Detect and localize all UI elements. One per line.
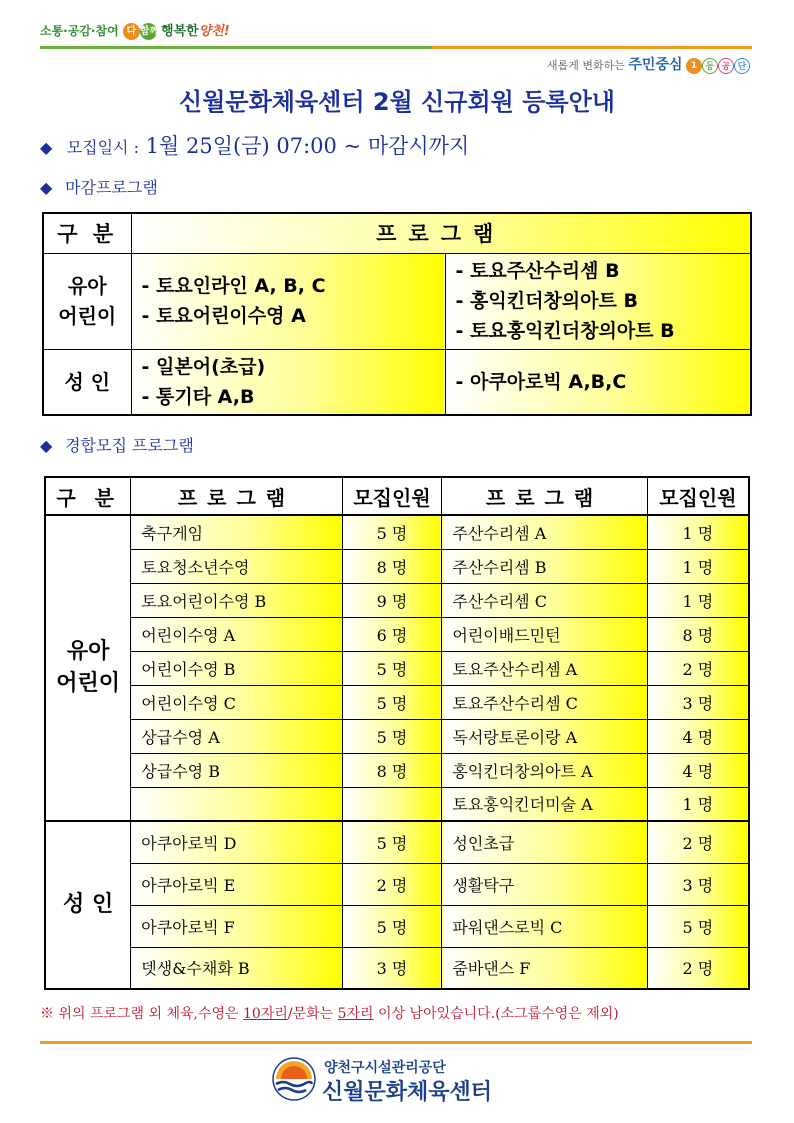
recruit-count: 3 명 xyxy=(647,685,749,719)
closed-programs-right xyxy=(445,349,751,415)
note-part1: 위의 프로그램 외 체육,수영은 xyxy=(58,1006,239,1022)
program-name: 독서랑토론이랑 A xyxy=(442,719,647,753)
closed-category-child xyxy=(43,253,131,349)
program-name: 성인초급 xyxy=(442,821,647,863)
note-culture-seats: 5자리 xyxy=(337,1006,374,1022)
program-name: 파워댄스로빅 C xyxy=(442,905,647,947)
program-item: - 홍익킨더창의아트 B xyxy=(455,290,638,312)
table-row xyxy=(45,863,749,905)
recruit-count: 1 명 xyxy=(647,787,749,821)
slogan-city: 양천! xyxy=(198,24,230,39)
recruit-count: 1 명 xyxy=(647,515,749,549)
recruit-count: 5 명 xyxy=(342,905,442,947)
program-name: 주산수리셈 C xyxy=(442,583,647,617)
comp-header-count-1: 모집인원 xyxy=(342,477,442,515)
recruit-label: 모집일시 : xyxy=(66,138,139,157)
recruit-value: 1월 25일(금) 07:00 ~ 마감시까지 xyxy=(145,134,470,158)
program-name: 홍익킨더창의아트 A xyxy=(442,753,647,787)
footer-logo xyxy=(272,1055,532,1105)
table-row xyxy=(43,349,751,415)
program-name: 아쿠아로빅 E xyxy=(131,863,342,905)
bottom-divider xyxy=(40,1041,752,1044)
recruit-count: 8 명 xyxy=(647,617,749,651)
program-name: 상급수영 B xyxy=(131,753,342,787)
closed-category-adult: 성 인 xyxy=(43,349,131,415)
table-row xyxy=(45,947,749,989)
recruit-count: 5 명 xyxy=(342,719,442,753)
brand-slogan xyxy=(547,54,750,74)
competitive-program-table xyxy=(44,476,750,990)
program-name: 토요홍익킨더미술 A xyxy=(442,787,647,821)
program-name: 어린이배드민턴 xyxy=(442,617,647,651)
table-row xyxy=(45,719,749,753)
comp-category-child xyxy=(45,515,131,821)
diamond-bullet-icon: ◆ xyxy=(40,436,53,455)
recruit-count: 5 명 xyxy=(342,821,442,863)
recruit-count: 1 명 xyxy=(647,583,749,617)
recruit-count: 9 명 xyxy=(342,583,442,617)
footnote xyxy=(40,1003,619,1023)
recruit-count: 2 명 xyxy=(647,821,749,863)
slogan xyxy=(40,20,230,40)
recruit-date-line xyxy=(40,130,469,160)
note-sport-seats: 10자리 xyxy=(243,1006,288,1022)
brand-small-text: 새롭게 변화하는 xyxy=(547,59,625,72)
recruit-count: 2 명 xyxy=(647,651,749,685)
recruit-count: 4 명 xyxy=(647,719,749,753)
program-item: - 토요홍익킨더창의아트 B xyxy=(455,320,675,342)
program-name: 상급수영 A xyxy=(131,719,342,753)
competitive-heading-text: 경합모집 프로그램 xyxy=(65,436,194,455)
program-name: 토요주산수리셈 C xyxy=(442,685,647,719)
brand-main-text: 주민중심 xyxy=(628,57,683,73)
program-item: - 토요인라인 A, B, C xyxy=(141,275,326,297)
note-part2: /문화는 xyxy=(287,1006,334,1022)
closed-program-table xyxy=(42,212,752,416)
closed-programs-left xyxy=(131,349,445,415)
table-row xyxy=(45,787,749,821)
program-name xyxy=(131,787,342,821)
table-row xyxy=(45,617,749,651)
comp-header-program-1: 프로그램 xyxy=(131,477,342,515)
table-row xyxy=(45,821,749,863)
top-divider xyxy=(40,46,752,49)
program-name: 주산수리셈 A xyxy=(442,515,647,549)
category-line: 유아 xyxy=(66,639,110,664)
table-row xyxy=(45,583,749,617)
recruit-count: 5 명 xyxy=(342,515,442,549)
closed-heading xyxy=(40,175,158,198)
recruit-count: 2 명 xyxy=(647,947,749,989)
note-mark-icon: ※ xyxy=(40,1006,54,1022)
table-row xyxy=(45,515,749,549)
recruit-count xyxy=(342,787,442,821)
brand-badge-3: 단 xyxy=(734,58,750,74)
recruit-count: 2 명 xyxy=(342,863,442,905)
closed-header-program: 프로그램 xyxy=(131,213,751,253)
program-item: - 토요주산수리셈 B xyxy=(455,260,620,282)
recruit-count: 8 명 xyxy=(342,549,442,583)
recruit-count: 3 명 xyxy=(647,863,749,905)
footer-org-name: 양천구시설관리공단 xyxy=(324,1060,446,1076)
brand-badge-2: 공 xyxy=(718,58,734,74)
closed-programs-right xyxy=(445,253,751,349)
sun-wave-logo-icon xyxy=(272,1057,316,1101)
diamond-bullet-icon: ◆ xyxy=(40,138,53,157)
recruit-count: 5 명 xyxy=(342,685,442,719)
note-part3: 이상 남아있습니다.(소그룹수영은 제외) xyxy=(378,1006,619,1022)
slogan-badge-2: 함께 xyxy=(140,23,157,40)
recruit-count: 5 명 xyxy=(647,905,749,947)
closed-programs-left xyxy=(131,253,445,349)
table-row xyxy=(45,753,749,787)
program-item: - 토요어린이수영 A xyxy=(141,305,306,327)
program-name: 축구게임 xyxy=(131,515,342,549)
recruit-count: 5 명 xyxy=(342,651,442,685)
comp-header-category: 구 분 xyxy=(45,477,131,515)
program-item: - 통기타 A,B xyxy=(141,385,255,408)
program-name: 아쿠아로빅 F xyxy=(131,905,342,947)
slogan-badge-1: 다 xyxy=(123,23,140,40)
diamond-bullet-icon: ◆ xyxy=(40,178,53,197)
category-line: 어린이 xyxy=(56,671,121,696)
footer-center-name: 신월문화체육센터 xyxy=(322,1080,493,1105)
program-item: - 아쿠아로빅 A,B,C xyxy=(455,370,627,393)
brand-number-badge: 1 xyxy=(686,58,702,74)
table-row xyxy=(45,685,749,719)
program-name: 주산수리셈 B xyxy=(442,549,647,583)
brand-badge-1: 등 xyxy=(702,58,718,74)
table-row xyxy=(45,549,749,583)
comp-category-adult: 성 인 xyxy=(45,821,131,989)
program-name: 생활탁구 xyxy=(442,863,647,905)
closed-header-category: 구 분 xyxy=(43,213,131,253)
table-row xyxy=(43,253,751,349)
program-name: 토요청소년수영 xyxy=(131,549,342,583)
program-item: - 일본어(초급) xyxy=(141,355,266,378)
program-name: 어린이수영 B xyxy=(131,651,342,685)
comp-header-count-2: 모집인원 xyxy=(647,477,749,515)
slogan-happy: 행복한 xyxy=(161,24,199,39)
program-name: 줌바댄스 F xyxy=(442,947,647,989)
recruit-count: 8 명 xyxy=(342,753,442,787)
table-row xyxy=(45,651,749,685)
program-name: 아쿠아로빅 D xyxy=(131,821,342,863)
recruit-count: 6 명 xyxy=(342,617,442,651)
category-line: 유아 xyxy=(67,274,107,298)
program-name: 토요어린이수영 B xyxy=(131,583,342,617)
recruit-count: 3 명 xyxy=(342,947,442,989)
program-name: 어린이수영 C xyxy=(131,685,342,719)
recruit-count: 1 명 xyxy=(647,549,749,583)
closed-heading-text: 마감프로그램 xyxy=(65,178,158,197)
category-line: 어린이 xyxy=(58,304,117,328)
slogan-text: 소통·공감·참여 xyxy=(40,24,119,38)
page-title: 신월문화체육센터 2월 신규회원 등록안내 xyxy=(179,88,615,116)
comp-header-program-2: 프로그램 xyxy=(442,477,647,515)
program-name: 어린이수영 A xyxy=(131,617,342,651)
program-name: 뎃생&수채화 B xyxy=(131,947,342,989)
recruit-count: 4 명 xyxy=(647,753,749,787)
table-row xyxy=(45,905,749,947)
program-name: 토요주산수리셈 A xyxy=(442,651,647,685)
competitive-heading xyxy=(40,433,194,456)
